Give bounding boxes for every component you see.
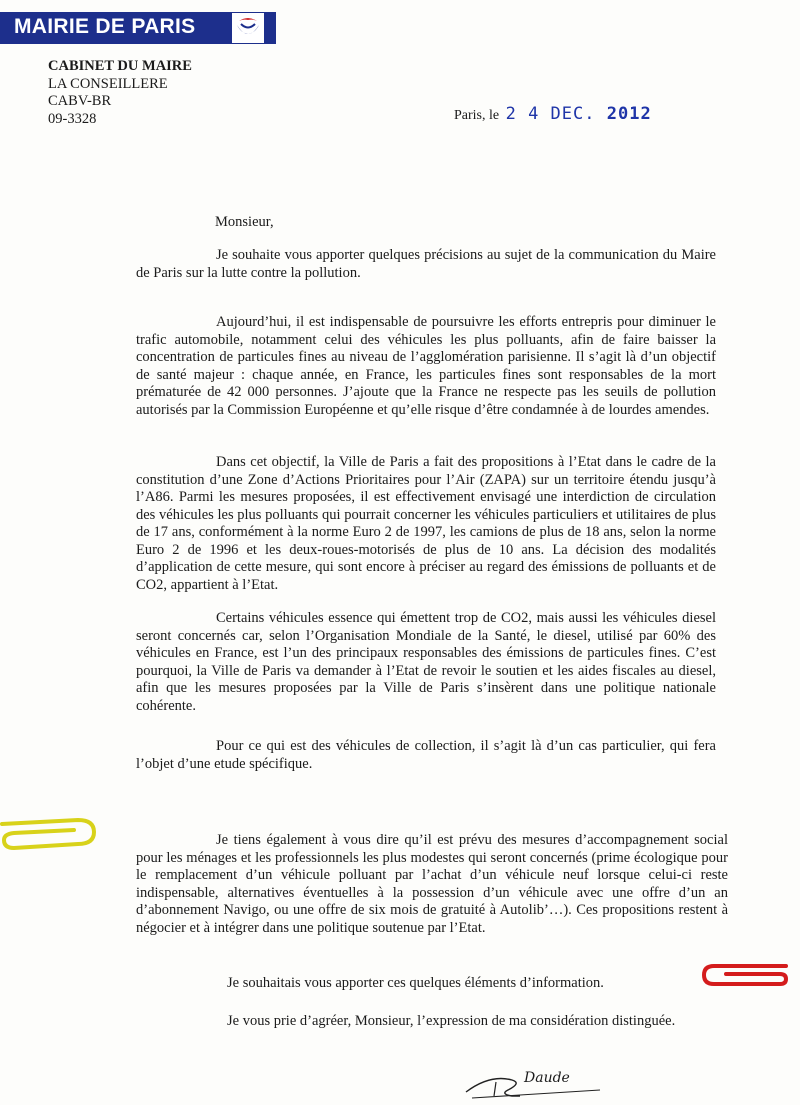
signature-text: Daude — [524, 1070, 570, 1086]
sender-line: 09-3328 — [48, 110, 97, 127]
paragraph: Aujourd’hui, il est indispensable de poursuivre les efforts entrepris pour diminuer le trafic automobile, notamment celui des véhicules les plus polluants, afin de faire baisser la concentration de particules fines au niveau de l’agglomération parisienne. Il s’agit là d’un objectif de santé majeur : chaque année, en France, les particules fines sont responsables de la mort prématurée de 42 000 personnes. J’ajoute que la France ne respecte pas les seuils de pollution autorisés par la Commission Européenne et qu’elle risque d’être condamnée à de lourdes amendes. — [136, 314, 716, 418]
closing-formula: Je vous prie d’agréer, Monsieur, l’expression de ma considération distinguée. — [227, 1013, 676, 1029]
closing-info: Je souhaitais vous apporter ces quelques éléments d’information. — [227, 975, 604, 991]
salutation: Monsieur, — [215, 214, 274, 230]
sender-line: LA CONSEILLERE — [48, 75, 168, 92]
sender-line: CABV-BR — [48, 93, 112, 109]
date-prefix: Paris, le — [454, 108, 500, 123]
date-line — [454, 104, 652, 124]
org-name: MAIRIE DE PARIS — [14, 15, 196, 38]
paragraph: Pour ce qui est des véhicules de collection, il s’agit là d’un cas particulier, qui fera l’objet d’une etude spécifique. — [136, 738, 716, 772]
red-paperclip-icon — [700, 960, 790, 990]
signature — [460, 1066, 610, 1105]
paragraph: Dans cet objectif, la Ville de Paris a fait des propositions à l’Etat dans le cadre de la constitution d’une Zone d’Actions Prioritaires pour l’Air (ZAPA) sur un territoire étendu jusqu’à l’A86. Parmi les mesures proposées, il est effectivement envisagé une interdiction de circulation des véhicules les plus polluants qui pourrait concerner les véhicules particuliers et utilitaires de plus de 17 ans, conformément à la norme Euro 2 de 1997, les camions de plus de 18 ans, selon la norme Euro 2 de 1996 et les deux-roues-motorisés de plus de 10 ans. La décision des modalités d’application de cette mesure, qui sont encore à préciser au regard des émissions de polluants et de CO2, appartient à l’Etat. — [136, 454, 716, 593]
paragraph: Je tiens également à vous dire qu’il est prévu des mesures d’accompagnement social pour les ménages et les professionnels les plus modestes qui seront concernés (prime écologique pour le remplacement d’un véhicule polluant par l’achat d’un véhicule neuf lorsque celui-ci reste indispensable, alternatives éventuelles à la possession d’un véhicule avec une offre d’un an d’abonnement Navigo, ou une offre de six mois de gratuité à Autolib’…). Ces propositions restent à négocier et à intégrer dans une politique soutenue par l’Etat. — [136, 832, 728, 936]
paris-logo-icon — [232, 13, 264, 43]
date-stamp — [506, 104, 652, 124]
paragraph: Je souhaite vous apporter quelques précisions au sujet de la communication du Maire de Paris sur la lutte contre la pollution. — [136, 247, 716, 281]
letterhead-banner — [0, 12, 276, 44]
yellow-paperclip-icon — [0, 812, 100, 856]
paragraph: Certains véhicules essence qui émettent trop de CO2, mais aussi les véhicules diesel seront concernés car, selon l’Organisation Mondiale de la Santé, le diesel, utilisé par 60% des véhicules en France, est l’un des principaux responsables des émissions de particules fines. C’est pourquoi, la Ville de Paris va demander à l’Etat de revoir le soutien et les aides fiscales au diesel, afin que les mesures proposées par la Ville de Paris s’insèrent dans une politique nationale cohérente. — [136, 610, 716, 714]
date-stamp-day-month: 2 4 DEC. — [505, 104, 596, 124]
sender-line: CABINET DU MAIRE — [48, 58, 192, 74]
sender-block — [48, 58, 192, 128]
date-stamp-year: 2012 — [606, 104, 652, 124]
